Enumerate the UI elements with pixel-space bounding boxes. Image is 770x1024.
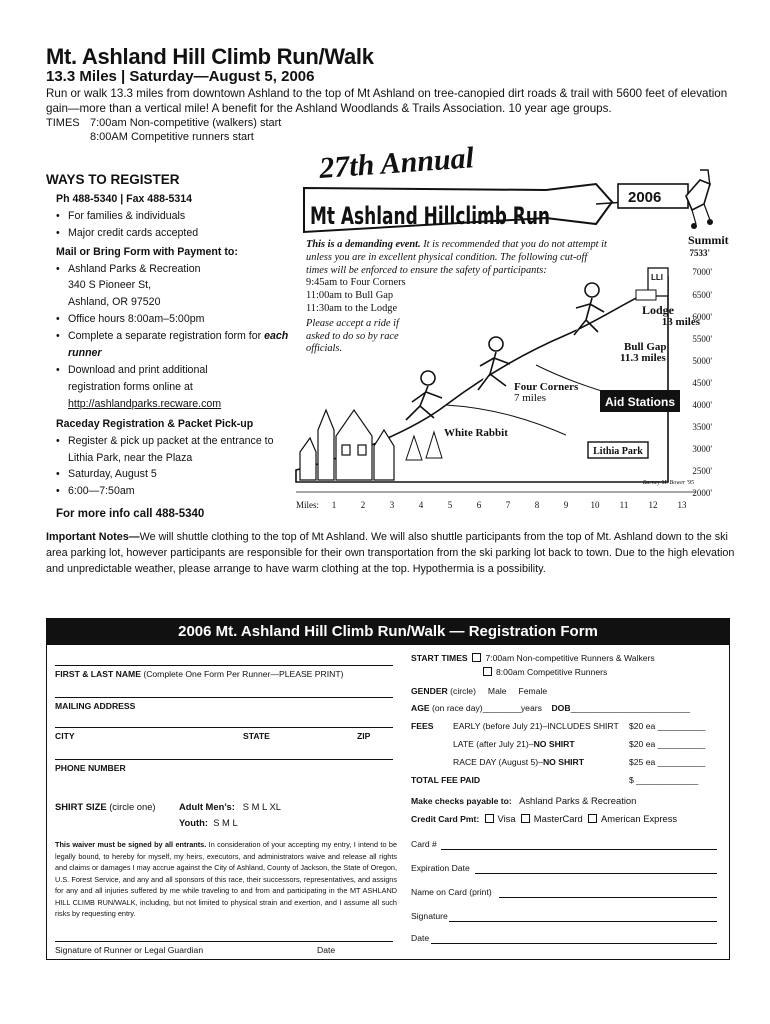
mile-tick: 4 — [418, 500, 424, 510]
cc-signature-label: Signature — [411, 911, 448, 921]
registration-url-link[interactable]: http://ashlandparks.recware.com — [68, 397, 222, 410]
dob-input[interactable]: _________________________ — [570, 703, 691, 713]
artist-signature: Barney M. Bower '95 — [642, 480, 694, 486]
cc-signature-input[interactable] — [449, 921, 717, 922]
fee-late-text: LATE (after July 21)– — [453, 739, 534, 749]
banner-text: Mt Ashland Hillclimb Run — [310, 202, 550, 230]
shirt-size-label — [55, 801, 156, 812]
annual-text: 27th Annual — [318, 141, 475, 185]
gender-label: GENDER — [411, 686, 448, 696]
name-note: (Complete One Form Per Runner—PLEASE PRINT) — [143, 669, 344, 679]
elev-label: 2500' — [692, 466, 712, 476]
signature-label: Signature of Runner or Legal Guardian — [55, 945, 204, 955]
name-label: FIRST & LAST NAME — [55, 669, 141, 679]
adult-sizes[interactable] — [179, 801, 281, 812]
elev-label: 5500' — [692, 334, 712, 344]
raceday-heading: Raceday Registration & Packet Pick-up — [56, 417, 254, 430]
state-label: STATE — [243, 731, 270, 741]
checkbox[interactable] — [483, 667, 492, 676]
waiver-body: In consideration of your accepting my entry, I intend to be legally bound, to hereby for myself, my heirs, executors, and administrators waive and release all rights and claims or damages I may accrue against the City of Ashland, County of Jackson, the State of Oregon, U.S. Forest Service, and any and all sponsors of this race, their successors, representatives, and assigns for any and all injuries suffered by me while traveling to and from and participating in the MT ASHLAND HILL CLIMB RUN/WALK, including, but not limited to physical strain and exertion, and I assume all such risks by requesting entry. — [55, 840, 398, 918]
shirt-note: (circle one) — [109, 801, 156, 812]
mile-tick: 11 — [619, 500, 629, 510]
youth-label: Youth: — [179, 817, 208, 828]
credit-card-row — [411, 813, 677, 824]
lodge-building — [636, 268, 668, 300]
gender-note: (circle) — [450, 686, 476, 696]
miles-axis-label: Miles: — [296, 500, 320, 510]
checkbox-visa[interactable] — [485, 814, 494, 823]
list-item: • For families & individuals — [46, 208, 291, 225]
page-title: Mt. Ashland Hill Climb Run/Walk — [46, 44, 374, 69]
register-heading: WAYS TO REGISTER — [46, 172, 180, 187]
mile-tick: 6 — [476, 500, 482, 510]
city-label: CITY — [55, 731, 75, 741]
village-buildings — [300, 410, 394, 480]
signature-input[interactable] — [55, 931, 393, 941]
summit-elevation: 7533' — [689, 248, 710, 258]
mile-tick: 12 — [648, 500, 658, 510]
lodge-miles: 13 miles — [661, 316, 700, 328]
cc-label: Credit Card Pmt: — [411, 814, 480, 824]
more-info: For more info call 488-5340 — [56, 508, 205, 521]
mile-tick: 2 — [360, 500, 366, 510]
cutoff-warning — [306, 239, 611, 356]
fee-race-day-amount[interactable]: $25 ea __________ — [629, 757, 706, 767]
fee-early-amount[interactable]: $20 ea __________ — [629, 721, 706, 731]
checks-label: Make checks payable to: — [411, 796, 512, 806]
form-title: 2006 Mt. Ashland Hill Climb Run/Walk — Registration Form — [47, 619, 729, 645]
phone-input[interactable] — [55, 751, 393, 761]
mile-tick: 8 — [534, 500, 540, 510]
youth-sizes[interactable] — [179, 817, 238, 828]
shirt-label: SHIRT SIZE — [55, 801, 107, 812]
notes-label: Important Notes— — [46, 531, 140, 543]
cc-visa: Visa — [497, 813, 516, 824]
banner — [304, 184, 626, 232]
gender-female-option[interactable]: Female — [518, 686, 548, 696]
list-item: • Major credit cards accepted — [46, 225, 291, 242]
elev-label: 6500' — [692, 290, 712, 300]
age-row[interactable] — [411, 703, 690, 713]
four-corners-label: Four Corners — [514, 381, 579, 393]
checkbox-amex[interactable] — [588, 814, 597, 823]
expiration-input[interactable] — [475, 873, 717, 874]
total-fee-label: TOTAL FEE PAID — [411, 775, 481, 785]
mile-tick: 9 — [563, 500, 569, 510]
mile-tick: 3 — [389, 500, 395, 510]
warning-lead: This is a demanding event. — [306, 239, 421, 250]
cutoff-lodge: 11:30am to the Lodge — [306, 302, 398, 314]
dob-label: DOB — [551, 703, 571, 713]
cc-date-input[interactable] — [431, 943, 717, 944]
mailing-address-input[interactable] — [55, 689, 393, 699]
ride-note: Please accept a ride if asked to do so by race officials. — [306, 317, 399, 355]
fee-late — [453, 739, 575, 749]
fee-late-amount[interactable]: $20 ea __________ — [629, 739, 706, 749]
name-on-card-label: Name on Card (print) — [411, 887, 492, 897]
fee-race-day-no-shirt: NO SHIRT — [542, 757, 585, 767]
notes-text: We will shuttle clothing to the top of Mt Ashland. We will also shuttle participants from the top of Mt. Ashland down to the ski area parking lot, however participants are responsible for their own transportation from the ski parking lot back to town. Due to the high elevation and unpredictable weather, please arrange to have warm clothing at the top. Hypothermia is a possibility. — [46, 531, 735, 575]
adult-label: Adult Men’s: — [179, 801, 235, 812]
start-competitive-row — [483, 667, 607, 677]
youth-size-options[interactable]: S M L — [213, 817, 238, 828]
lodge-sign: LLI — [651, 273, 663, 282]
gender-male-option[interactable]: Male — [487, 686, 507, 696]
fee-early: EARLY (before July 21)–INCLUDES SHIRT — [453, 721, 619, 731]
bull-gap-label: Bull Gap — [624, 341, 667, 353]
name-input[interactable] — [55, 659, 393, 669]
airplane — [618, 170, 713, 229]
white-rabbit-label: White Rabbit — [444, 427, 508, 439]
cutoff-four-corners: 9:45am to Four Corners — [306, 277, 406, 289]
elev-label: 5000' — [692, 356, 712, 366]
mile-tick: 13 — [677, 500, 687, 510]
separate-form-runner-text: runner — [68, 347, 102, 360]
raceday-date: • Saturday, August 5 — [46, 466, 291, 483]
fee-race-day — [453, 757, 584, 767]
mail-org: • Ashland Parks & Recreation — [46, 261, 291, 278]
elev-label: 4000' — [692, 400, 712, 410]
card-number-label: Card # — [411, 839, 437, 849]
elev-label: 2000' — [692, 488, 712, 498]
download-note-2: registration forms online at — [68, 380, 193, 393]
date-label: Date — [317, 945, 336, 955]
raceday-time: • 6:00—7:50am — [46, 483, 291, 500]
event-intro: Run or walk 13.3 miles from downtown Ashland to the top of Mt Ashland on tree-canopied dirt roads & trail with 5600 feet of elevation gain—more than a vertical mile! A benefit for the Ashland Woodlands & Trails Association. 10 year age groups. — [46, 87, 728, 115]
cc-mastercard: MasterCard — [533, 813, 583, 824]
lithia-park-label: Lithia Park — [593, 446, 643, 457]
mile-tick: 10 — [590, 500, 600, 510]
zip-label: ZIP — [357, 731, 371, 741]
cc-date-label: Date — [411, 933, 430, 943]
expiration-label: Expiration Date — [411, 863, 470, 873]
elev-label: 7000' — [692, 267, 712, 277]
mail-city: Ashland, OR 97520 — [68, 296, 161, 309]
fees-label: FEES — [411, 721, 434, 731]
phone-label: PHONE NUMBER — [55, 763, 126, 773]
separate-form-each: each — [264, 330, 289, 343]
four-corners-miles: 7 miles — [514, 392, 547, 404]
elev-label: 3500' — [692, 422, 712, 432]
mailing-address-label: MAILING ADDRESS — [55, 701, 136, 711]
card-number-input[interactable] — [441, 849, 717, 850]
checkbox[interactable] — [472, 653, 481, 662]
age-note: (on race day)________years — [432, 703, 542, 713]
start-times-label: START TIMES — [411, 653, 468, 663]
miles-axis — [332, 500, 687, 510]
age-label: AGE — [411, 703, 430, 713]
office-hours: • Office hours 8:00am–5:00pm — [46, 311, 291, 328]
waiver-lead: This waiver must be signed by all entrants. — [55, 840, 207, 849]
summit-label: Summit — [688, 233, 729, 247]
start-noncompetitive: 7:00am Non-competitive Runners & Walkers — [485, 653, 655, 663]
event-subtitle: 13.3 Miles | Saturday—August 5, 2006 — [46, 68, 315, 85]
start-times-row — [411, 653, 655, 663]
fee-late-no-shirt: NO SHIRT — [533, 739, 575, 749]
name-on-card-input[interactable] — [499, 897, 717, 898]
aid-stations-label: Aid Stations — [604, 395, 676, 409]
gender-row — [411, 686, 547, 696]
cc-amex: American Express — [601, 813, 678, 824]
time-runners: 8:00AM Competitive runners start — [90, 131, 254, 143]
checks-payable-row — [411, 795, 636, 806]
cutoff-bull-gap: 11:00am to Bull Gap — [306, 290, 394, 302]
elev-label: 6000' — [692, 312, 712, 322]
download-note: • Download and print additional — [46, 362, 291, 379]
adult-size-options[interactable]: S M L XL — [242, 801, 281, 812]
name-field-label — [55, 669, 343, 679]
year-text: 2006 — [628, 189, 662, 206]
mile-tick: 1 — [331, 500, 337, 510]
mail-heading: Mail or Bring Form with Payment to: — [56, 245, 238, 258]
separate-form-runner — [46, 345, 291, 362]
registration-form — [46, 618, 730, 960]
ways-to-register — [46, 172, 291, 523]
separate-form-text: Complete a separate registration form for — [68, 330, 265, 343]
bull-gap-miles: 11.3 miles — [620, 352, 666, 364]
raceday-item: • Register & pick up packet at the entrance to — [46, 433, 291, 450]
time-walkers: 7:00am Non-competitive (walkers) start — [90, 117, 282, 129]
total-fee-amount[interactable]: $ _____________ — [629, 775, 699, 785]
mile-tick: 7 — [505, 500, 511, 510]
important-notes — [46, 530, 736, 577]
times-label: TIMES — [46, 117, 80, 129]
mail-street: 340 S Pioneer St, — [68, 279, 152, 292]
lodge-label: Lodge — [641, 303, 674, 317]
waiver-text — [55, 839, 397, 920]
elev-label: 4500' — [692, 378, 712, 388]
warning-body: It is recommended that you do not attempt it unless you are in excellent physical condition. The following cut-off times will be enforced to ensure the safety of participants: — [306, 239, 607, 276]
city-state-zip-input[interactable] — [55, 719, 393, 729]
mile-tick: 5 — [447, 500, 453, 510]
start-competitive: 8:00am Competitive Runners — [496, 667, 608, 677]
raceday-item-2: Lithia Park, near the Plaza — [68, 451, 193, 464]
start-times — [46, 116, 281, 144]
elev-label: 3000' — [692, 444, 712, 454]
elevation-scale — [692, 267, 712, 498]
register-phone: Ph 488-5340 | Fax 488-5314 — [56, 192, 193, 205]
separate-form-note — [46, 328, 291, 345]
fee-race-day-text: RACE DAY (August 5)– — [453, 757, 543, 767]
checks-payee: Ashland Parks & Recreation — [519, 795, 637, 806]
checkbox-mastercard[interactable] — [521, 814, 530, 823]
